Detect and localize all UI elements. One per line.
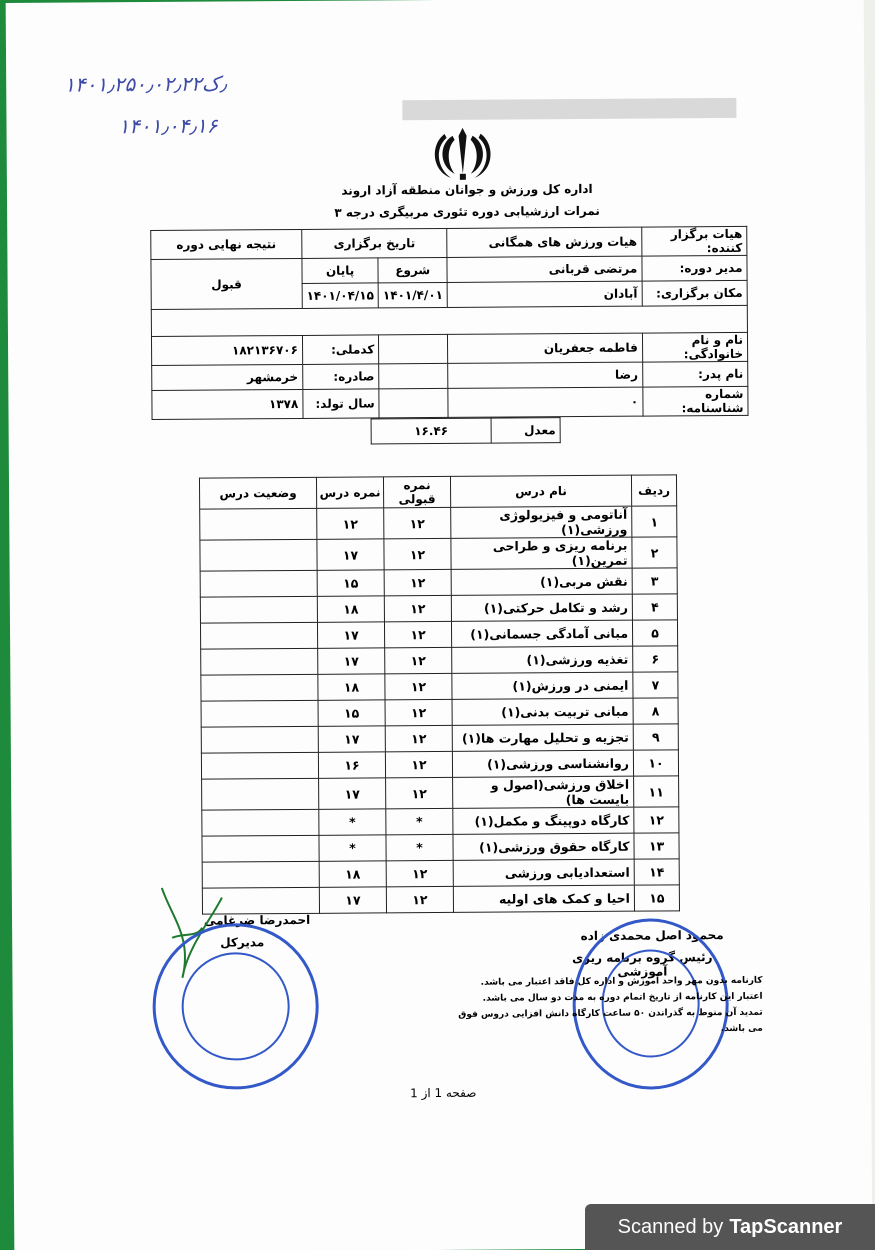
course-name: برنامه ریزی و طراحی تمرین(۱) [451, 537, 632, 569]
note-1: کارنامه بدون مهر واحد آموزش و اداره کل فاقد اعتبار می باشد. [480, 975, 763, 988]
row-number: ۵ [632, 620, 677, 646]
pass-grade: * [386, 808, 453, 834]
start-date: ۱۴۰۱/۴/۰۱ [378, 282, 447, 307]
row-number: ۱۱ [634, 776, 679, 807]
org-title: اداره کل ورزش و جوانان منطقه آزاد اروند [341, 181, 593, 198]
course-status [200, 622, 317, 649]
row-number: ۱۵ [634, 885, 679, 911]
course-info-table [150, 226, 748, 420]
grade-row [200, 620, 677, 649]
left-stamp-icon [152, 923, 319, 1090]
row-number: ۹ [633, 724, 678, 750]
grade-row [200, 537, 677, 571]
pass-grade: ۱۲ [384, 595, 451, 621]
course-grade: * [319, 809, 386, 835]
average-value: ۱۶.۴۶ [371, 418, 491, 444]
course-grade: ۱۷ [318, 726, 385, 752]
left-signer-name: احمدرضا ضرغامی [203, 912, 311, 928]
pass-grade: * [386, 834, 453, 860]
course-grade: ۱۷ [319, 887, 386, 913]
grades-table [199, 474, 680, 914]
course-status [201, 700, 318, 727]
course-grade: ۱۸ [318, 674, 385, 700]
course-grade: ۱۶ [318, 752, 385, 778]
top-gray-strip [402, 98, 736, 120]
organizer-value: هیات ورزش های همگانی [447, 227, 642, 257]
course-status [200, 539, 317, 571]
pass-grade: ۱۲ [384, 538, 451, 569]
pass-grade: ۱۲ [385, 647, 452, 673]
issued-value: خرمشهر [152, 364, 303, 390]
note-3: تمدید آن منوط به گذراندن ۵۰ ساعت کارگاه دانش افزایی دروس فوق می باشد. [458, 1007, 763, 1035]
average-table [371, 417, 561, 444]
right-signer-title: رئیس گروه برنامه ریزی آموزشی [572, 950, 713, 979]
name-value: فاطمه جعفریان [448, 333, 643, 363]
left-signer-title: مدیرکل [220, 935, 265, 950]
start-label: شروع [378, 257, 447, 282]
grade-row [202, 859, 679, 888]
result-label: نتیجه نهایی دوره [151, 229, 302, 259]
empty-cell [379, 334, 448, 363]
grade-row [202, 776, 679, 810]
course-status [201, 726, 318, 753]
course-status [201, 674, 318, 701]
course-status [200, 596, 317, 623]
iran-emblem-icon [427, 124, 499, 183]
grade-row [201, 724, 678, 753]
grade-row [201, 750, 678, 779]
row-number: ۳ [632, 568, 677, 594]
watermark-brand: TapScanner [729, 1215, 843, 1238]
row-number: ۴ [632, 594, 677, 620]
col-score: نمره درس [316, 477, 383, 508]
empty-cell [379, 388, 448, 417]
pass-grade: ۱۲ [384, 621, 451, 647]
issued-label: صادره: [303, 364, 380, 390]
grade-rows [200, 506, 680, 914]
course-name: روانشناسی ورزشی(۱) [452, 750, 633, 777]
pass-grade: ۱۲ [385, 699, 452, 725]
manager-value: مرتضی قربانی [447, 256, 642, 282]
course-grade: ۱۷ [319, 778, 386, 809]
course-name: نقش مربی(۱) [451, 568, 632, 595]
course-grade: ۱۷ [318, 648, 385, 674]
handwritten-date: ۱۴۰۱٫۰۴٫۱۶ [118, 113, 218, 139]
grade-row [201, 672, 678, 701]
course-grade: ۱۵ [317, 570, 384, 596]
row-number: ۱ [632, 506, 677, 537]
row-number: ۱۳ [634, 833, 679, 859]
average-label: معدل [491, 418, 560, 443]
grade-row [201, 698, 678, 727]
manager-label: مدیر دوره: [642, 255, 747, 281]
course-name: استعدادیابی ورزشی [453, 859, 634, 886]
course-status [201, 752, 318, 779]
birth-value: ۱۳۷۸ [152, 389, 303, 419]
pass-grade: ۱۲ [385, 725, 452, 751]
final-result: قبول [151, 258, 302, 309]
row-number: ۲ [632, 537, 677, 568]
organizer-label: هیات برگزار کننده: [641, 226, 746, 256]
watermark-prefix: Scanned by [617, 1215, 724, 1238]
date-label: تاریخ برگزاری [302, 228, 448, 258]
notes [452, 973, 762, 1039]
id-value: ۰ [448, 387, 643, 417]
course-status [201, 648, 318, 675]
row-number: ۱۰ [633, 750, 678, 776]
course-status [202, 778, 319, 810]
course-name: اخلاق ورزشی(اصول و بایست ها) [453, 776, 634, 808]
course-grade: ۱۸ [317, 596, 384, 622]
spacer-row [151, 305, 747, 336]
birth-label: سال تولد: [303, 389, 380, 419]
course-name: احیا و کمک های اولیه [453, 885, 634, 912]
grade-row [202, 807, 679, 836]
handwritten-number: ۱۴۰۱٫۲۵۰٫ک٫۰۲٫۲۲ [64, 71, 227, 97]
course-grade: ۱۸ [319, 861, 386, 887]
row-number: ۱۲ [634, 807, 679, 833]
row-number: ۸ [633, 698, 678, 724]
grade-row [200, 568, 677, 597]
grade-row [202, 833, 679, 862]
place-value: آبادان [447, 281, 642, 307]
course-grade: ۱۷ [317, 622, 384, 648]
code-value: ۱۸۲۱۳۶۷۰۶ [151, 335, 302, 365]
empty-cell [379, 363, 448, 388]
page-title: نمرات ارزشیابی دوره تئوری مربیگری درجه ۳ [334, 203, 600, 220]
page-number: صفحه 1 از 1 [410, 1085, 477, 1101]
course-status [202, 835, 319, 862]
course-name: مبانی تربیت بدنی(۱) [452, 698, 633, 725]
pass-grade: ۱۲ [386, 777, 453, 808]
course-status [200, 508, 317, 540]
course-name: کارگاه دوپینگ و مکمل(۱) [453, 807, 634, 834]
course-name: ایمنی در ورزش(۱) [452, 672, 633, 699]
pass-grade: ۱۲ [385, 751, 452, 777]
grade-row [201, 646, 678, 675]
pass-grade: ۱۲ [386, 860, 453, 886]
col-name: نام درس [450, 475, 631, 507]
course-grade: ۱۵ [318, 700, 385, 726]
right-signer-name: محمود اصل محمدی زاده [580, 928, 724, 944]
course-name: تغذیه ورزشی(۱) [452, 646, 633, 673]
note-2: اعتبار این کارنامه از تاریخ اتمام دوره به مدت دو سال می باشد. [482, 991, 763, 1004]
col-pass: نمره قبولی [383, 476, 450, 507]
tapscanner-watermark [585, 1204, 875, 1250]
course-name: تجزیه و تحلیل مهارت ها(۱) [452, 724, 633, 751]
place-label: مکان برگزاری: [642, 280, 747, 306]
end-label: پایان [302, 258, 379, 284]
row-number: ۶ [633, 646, 678, 672]
row-number: ۱۴ [634, 859, 679, 885]
row-number: ۷ [633, 672, 678, 698]
course-name: کارگاه حقوق ورزشی(۱) [453, 833, 634, 860]
grade-row [200, 506, 677, 540]
grade-row [200, 594, 677, 623]
grade-row [202, 885, 679, 914]
course-status [202, 809, 319, 836]
document-page [6, 0, 873, 1253]
course-name: آناتومی و فیزیولوژی ورزشی(۱) [451, 506, 632, 538]
pass-grade: ۱۲ [386, 886, 453, 912]
father-value: رضا [448, 362, 643, 388]
course-name: رشد و تکامل حرکتی(۱) [451, 594, 632, 621]
course-grade: ۱۲ [317, 508, 384, 539]
name-label: نام و نام خانوادگی: [642, 332, 747, 362]
pass-grade: ۱۲ [384, 507, 451, 538]
pass-grade: ۱۲ [385, 673, 452, 699]
end-date: ۱۴۰۱/۰۴/۱۵ [302, 283, 379, 309]
pass-grade: ۱۲ [384, 569, 451, 595]
course-name: مبانی آمادگی جسمانی(۱) [451, 620, 632, 647]
code-label: کدملی: [302, 335, 379, 365]
course-grade: * [319, 835, 386, 861]
id-label: شماره شناسنامه: [643, 386, 748, 416]
col-status: وضعیت درس [199, 477, 316, 509]
course-status [200, 570, 317, 597]
col-row: ردیف [631, 475, 676, 506]
father-label: نام پدر: [642, 361, 747, 387]
course-grade: ۱۷ [317, 539, 384, 570]
